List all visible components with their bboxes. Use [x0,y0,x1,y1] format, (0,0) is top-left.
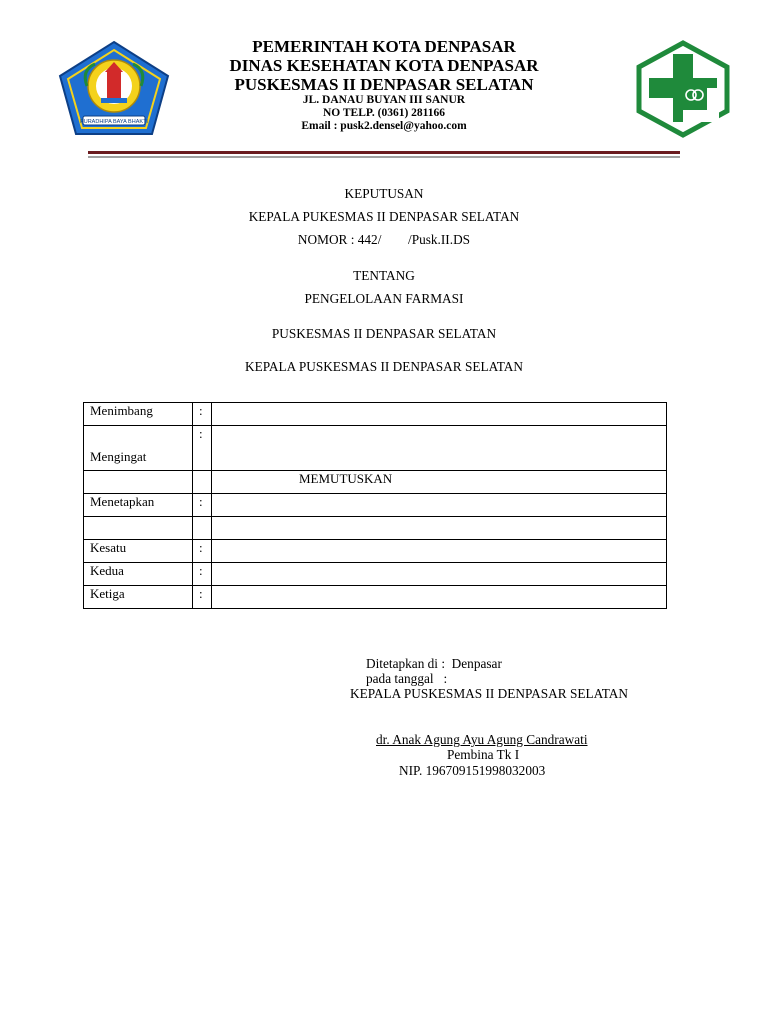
field-kesatu [212,540,667,563]
signatory-name: dr. Anak Agung Ayu Agung Candrawati [376,732,588,747]
colon: : [193,540,212,563]
colon: : [193,586,212,609]
title-subject: PENGELOLAAN FARMASI [304,291,464,306]
letterhead-phone: NO TELP. (0361) 281166 [322,107,446,119]
label-mengingat: Mengingat [90,449,147,464]
signature-place: Ditetapkan di : Denpasar [366,656,502,671]
table-row-ketiga [84,586,667,609]
title-kepala: KEPALA PUKESMAS II DENPASAR SELATAN [248,209,520,224]
colon: : [193,494,212,517]
label-mengingat-cell [84,426,193,471]
title-nomor: NOMOR : 442/ /Pusk.II.DS [297,232,471,247]
table-row-memutuskan [84,471,667,494]
decision-table [83,402,667,609]
signature-position: KEPALA PUSKESMAS II DENPASAR SELATAN [350,686,628,701]
label-ketiga: Ketiga [84,586,193,609]
title-issuer: KEPALA PUSKESMAS II DENPASAR SELATAN [245,359,523,374]
table-row-kedua [84,563,667,586]
emblem-banner-text: PURADHIPA BAYA BHAKTI [80,119,148,125]
table-row-blank [84,517,667,540]
table-row-mengingat [84,426,667,471]
letterhead-address: JL. DANAU BUYAN III SANUR [302,94,466,106]
colon: : [193,563,212,586]
field-menimbang [212,403,667,426]
empty-cell [193,517,212,540]
title-unit: PUSKESMAS II DENPASAR SELATAN [271,326,497,341]
letterhead [180,37,588,133]
label-menimbang: Menimbang [84,403,193,426]
table-row-menetapkan [84,494,667,517]
letterhead-divider-thin [88,156,680,158]
empty-cell [84,517,193,540]
letterhead-agency: DINAS KESEHATAN KOTA DENPASAR [229,56,539,75]
letterhead-institution: PUSKESMAS II DENPASAR SELATAN [234,75,534,94]
letterhead-divider-thick [88,151,680,154]
field-mengingat [212,426,667,471]
label-kesatu: Kesatu [84,540,193,563]
label-kedua: Kedua [84,563,193,586]
title-keputusan: KEPUTUSAN [344,186,424,201]
memutuskan-cell [212,471,667,494]
title-tentang: TENTANG [353,268,415,283]
puskesmas-logo-icon [635,40,731,138]
empty-cell [84,471,193,494]
heading-memutuskan: MEMUTUSKAN [299,471,393,486]
letterhead-email: Email : pusk2.densel@yahoo.com [301,120,467,132]
table-row-kesatu [84,540,667,563]
signatory-rank: Pembina Tk I [447,747,520,762]
denpasar-city-emblem-icon [57,40,171,138]
field-menetapkan [212,494,667,517]
empty-cell [193,471,212,494]
signatory-nip: NIP. 196709151998032003 [399,763,546,778]
colon: : [193,426,212,471]
table-row-menimbang [84,403,667,426]
empty-cell [212,517,667,540]
field-kedua [212,563,667,586]
label-menetapkan: Menetapkan [84,494,193,517]
field-ketiga [212,586,667,609]
letterhead-government: PEMERINTAH KOTA DENPASAR [252,37,516,56]
signature-date: pada tanggal : [366,671,448,686]
colon: : [193,403,212,426]
